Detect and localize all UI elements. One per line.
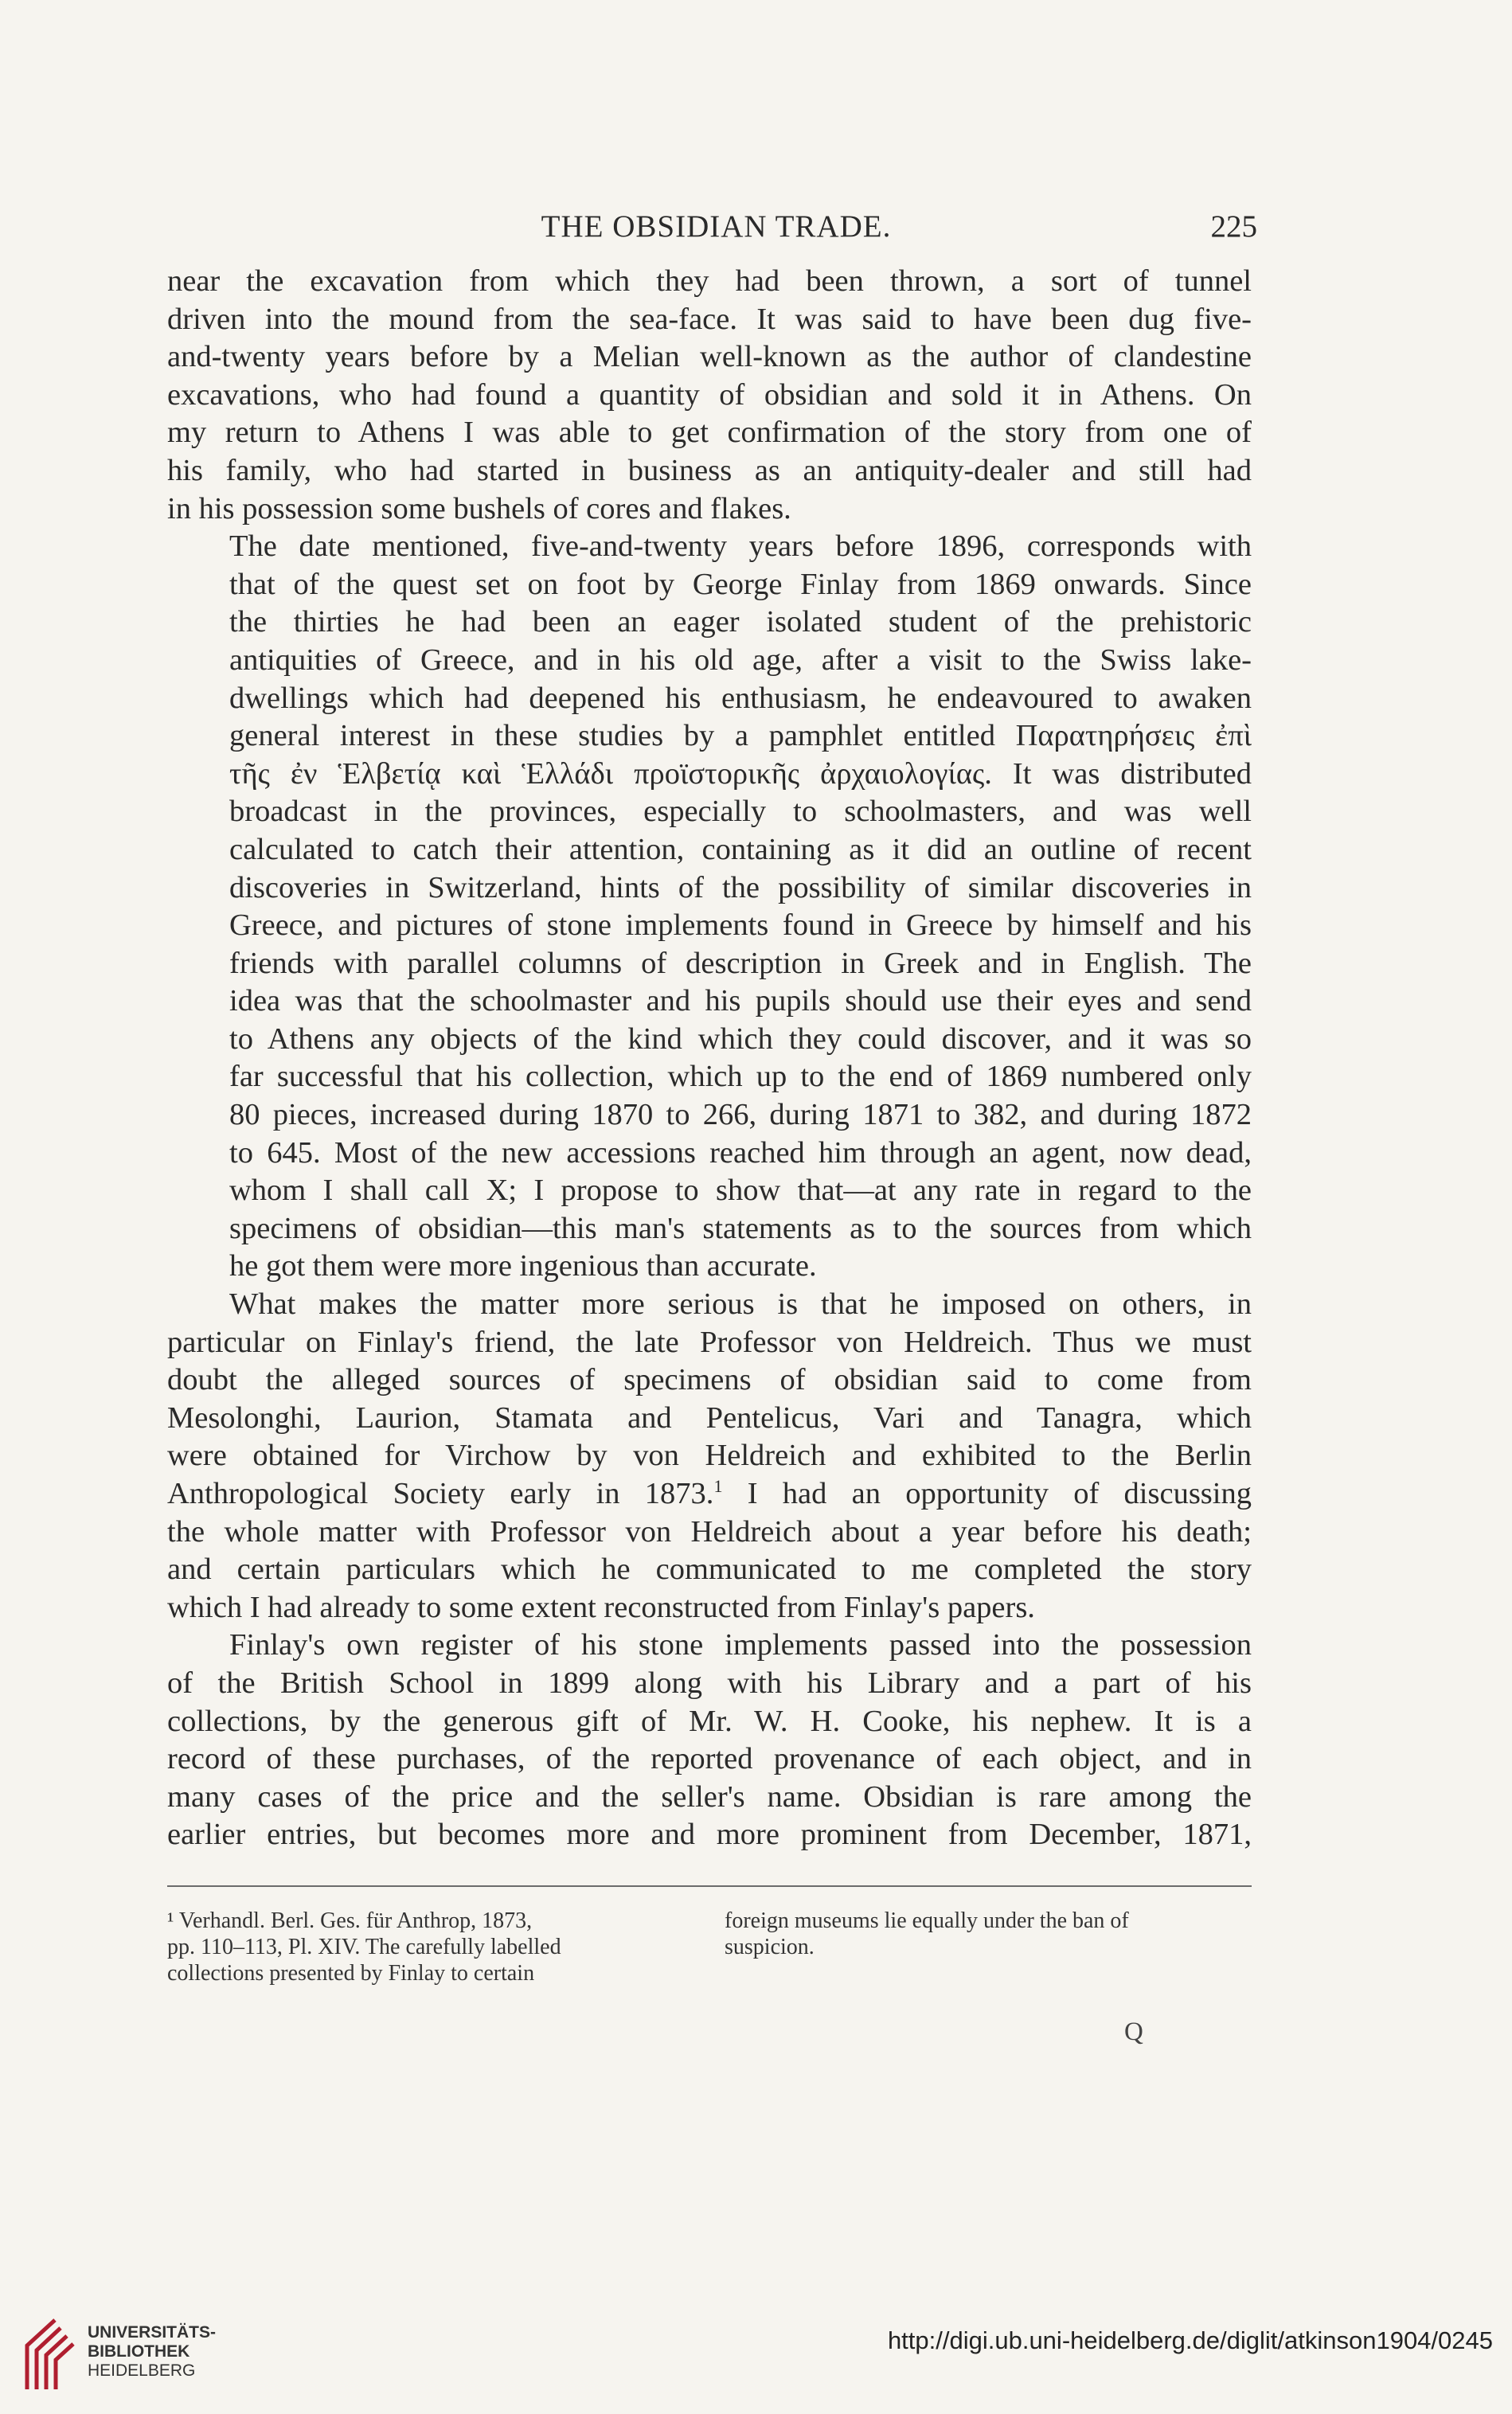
paragraph-3 <box>167 1286 1252 1627</box>
text-line: calculated to catch their attention, containing as it did an outline of recent <box>229 832 1252 866</box>
text-line: idea was that the schoolmaster and his pupils should use their eyes and send <box>229 984 1252 1018</box>
text-line-with-footnote <box>167 1475 1252 1514</box>
text-line: The date mentioned, five-and-twenty years before 1896, corresponds with <box>229 529 1252 564</box>
text-line: dwellings which had deepened his enthusiasm, he endeavoured to awaken <box>229 681 1252 715</box>
paragraph-2 <box>167 528 1252 1286</box>
text-line: my return to Athens I was able to get confirmation of the story from one of <box>167 416 1252 450</box>
text-line: What makes the matter more serious is that he imposed on others, in <box>229 1287 1252 1322</box>
text-line: specimens of obsidian—this man's statements as to the sources from which <box>229 1211 1252 1245</box>
body-text <box>167 263 1252 1854</box>
text-line: friends with parallel columns of description in Greek and in English. The <box>229 946 1252 980</box>
text-line: driven into the mound from the sea-face. It was said to have been dug five- <box>167 302 1252 336</box>
text-line: discoveries in Switzerland, hints of the possibility of similar discoveries in <box>229 870 1252 904</box>
library-name-line: BIBLIOTHEK <box>88 2342 190 2361</box>
text-line: doubt the alleged sources of specimens of obsidian said to come from <box>167 1363 1252 1397</box>
footnote-line: foreign museums lie equally under the ban of <box>725 1908 1129 1933</box>
text-line: the thirties he had been an eager isolated student of the prehistoric <box>229 605 1252 639</box>
library-name <box>88 2323 216 2381</box>
footnote-column-right <box>725 1908 1252 1960</box>
text-line: τῆς ἐν Ἑλβετίᾳ καὶ Ἑλλάδι προϊστορικῆς ἀρχαιολογίας. It was distributed <box>229 756 1252 791</box>
text-line: his family, who had started in business as an antiquity-dealer and still had <box>167 453 1252 487</box>
text-line: many cases of the price and the seller's name. Obsidian is rare among the <box>167 1779 1252 1814</box>
paragraph-1 <box>167 263 1252 528</box>
text-line: he got them were more ingenious than accurate. <box>229 1249 817 1283</box>
page-number: 225 <box>1210 209 1257 244</box>
footnote-column-left <box>167 1908 693 1986</box>
text-line: general interest in these studies by a pamphlet entitled Παρατηρήσεις ἐπὶ <box>229 719 1252 753</box>
text-line: of the British School in 1899 along with his Library and a part of his <box>167 1666 1252 1700</box>
text-line: Finlay's own register of his stone implements passed into the possession <box>229 1628 1252 1662</box>
text-line: in his possession some bushels of cores and flakes. <box>167 491 791 525</box>
text-line: excavations, who had found a quantity of obsidian and sold it in Athens. On <box>167 377 1252 412</box>
footnote-line: collections presented by Finlay to certain <box>167 1961 535 1986</box>
text-line: record of these purchases, of the reported provenance of each object, and in <box>167 1742 1252 1776</box>
text-fragment: I had an opportunity of discussing <box>722 1477 1252 1510</box>
text-line: particular on Finlay's friend, the late Professor von Heldreich. Thus we must <box>167 1325 1252 1359</box>
library-city: HEIDELBERG <box>88 2361 196 2380</box>
footnote-reference: 1 <box>713 1476 723 1497</box>
text-line: earlier entries, but becomes more and more prominent from December, 1871, <box>167 1818 1252 1852</box>
text-line: antiquities of Greece, and in his old age, after a visit to the Swiss lake- <box>229 643 1252 677</box>
text-line: far successful that his collection, which up to the end of 1869 numbered only <box>229 1060 1252 1094</box>
text-line: collections, by the generous gift of Mr. W. H. Cooke, his nephew. It is a <box>167 1704 1252 1738</box>
text-line: broadcast in the provinces, especially to schoolmasters, and was well <box>229 795 1252 829</box>
signature-mark: Q <box>1124 2018 1143 2046</box>
source-url-link[interactable]: http://digi.ub.uni-heidelberg.de/diglit/atkinson1904/0245 <box>887 2326 1493 2354</box>
text-line: Greece, and pictures of stone implements found in Greece by himself and his <box>229 908 1252 943</box>
library-logo-icon <box>19 2314 83 2393</box>
text-line: 80 pieces, increased during 1870 to 266, during 1871 to 382, and during 1872 <box>229 1098 1252 1132</box>
footnote-line: suspicion. <box>725 1935 815 1959</box>
text-line: to Athens any objects of the kind which they could discover, and it was so <box>229 1021 1252 1056</box>
paragraph-4 <box>167 1627 1252 1854</box>
library-name-line: UNIVERSITÄTS- <box>88 2323 217 2342</box>
text-line: near the excavation from which they had been thrown, a sort of tunnel <box>167 264 1252 298</box>
running-title: THE OBSIDIAN TRADE. <box>541 209 892 244</box>
text-line: and-twenty years before by a Melian well-known as the author of clandestine <box>167 340 1252 374</box>
text-line: the whole matter with Professor von Heldreich about a year before his death; <box>167 1514 1252 1549</box>
text-line: which I had already to some extent reconstructed from Finlay's papers. <box>167 1590 1035 1624</box>
text-line: and certain particulars which he communicated to me completed the story <box>167 1553 1252 1587</box>
footnote-line: ¹ Verhandl. Berl. Ges. für Anthrop, 1873, <box>167 1908 533 1933</box>
footnote-line: pp. 110–113, Pl. XIV. The carefully labelled <box>167 1935 561 1959</box>
text-fragment: Anthropological Society early in 1873. <box>167 1477 714 1510</box>
footnote-divider <box>167 1885 1252 1887</box>
text-line: whom I shall call X; I propose to show that—at any rate in regard to the <box>229 1174 1252 1208</box>
text-line: were obtained for Virchow by von Heldreich and exhibited to the Berlin <box>167 1439 1252 1473</box>
text-line: to 645. Most of the new accessions reached him through an agent, now dead, <box>229 1135 1252 1170</box>
text-line: Mesolonghi, Laurion, Stamata and Pentelicus, Vari and Tanagra, which <box>167 1400 1252 1435</box>
text-line: that of the quest set on foot by George Finlay from 1869 onwards. Since <box>229 567 1252 601</box>
